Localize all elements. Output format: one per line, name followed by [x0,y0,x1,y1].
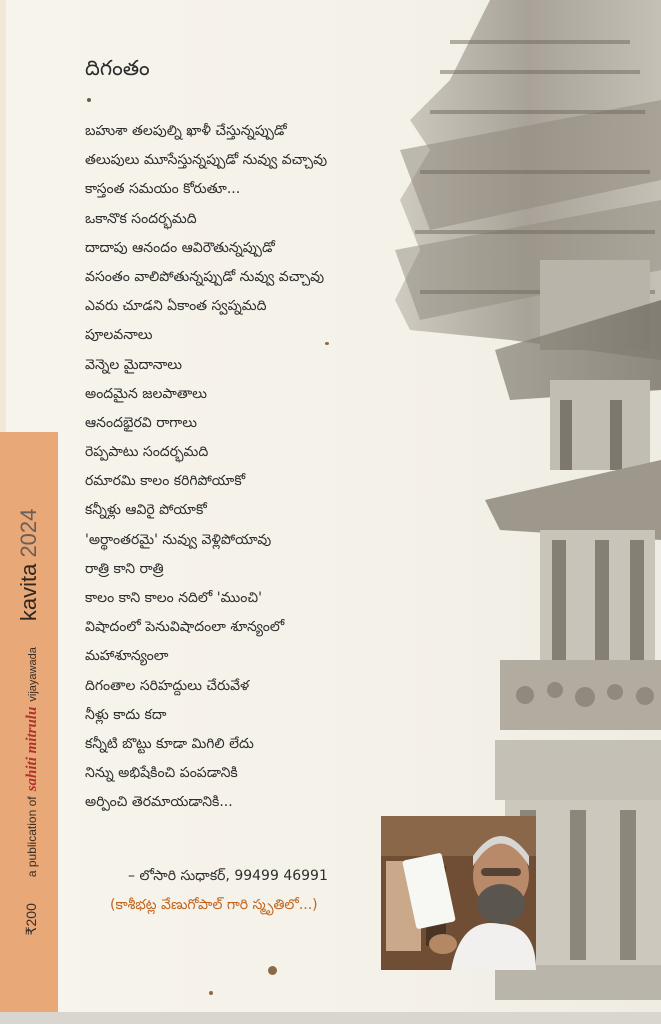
poem-line: వెన్నెల మైదానాలు [85,356,183,373]
poem-line: విషాదంలో పెనువిషాదంలా శూన్యంలో [85,619,285,636]
poem-line: రమారమి కాలం కరిగిపోయాకో [85,473,246,490]
poem-author: – లోసారి సుధాకర్, 99499 46991 [128,868,328,884]
poem-line: నీళ్లు కాదు కదా [85,706,167,723]
price: ₹200 [23,903,39,936]
poem-dedication: (కాశీభట్ల వేణుగోపాల్ గారి స్మృతిలో...) [110,897,318,913]
publisher-name: sahiti mitrulu [24,706,40,792]
poem-body [85,117,505,818]
poem-line: రాత్రి కాని రాత్రి [85,560,164,577]
bottom-edge [0,1012,661,1024]
poem-line: అర్పించి తెరమాయడానికి... [85,794,233,811]
left-edge [0,0,6,432]
poem-line: ఎవరు చూడని ఏకాంత స్వప్నమది [85,298,267,315]
title-dot [87,98,91,102]
poem-title: దిగంతం [85,56,150,80]
magazine-year: 2024 [16,508,41,558]
poem-line: కాలం కాని కాలం నదిలో 'ముంచి' [85,590,262,606]
author-photo [381,816,536,970]
poem-line: కన్నీటి బొట్టు కూడా మిగిలి లేదు [85,735,254,752]
publication-credit [21,647,41,877]
poem-line: కన్నీళ్లు ఆవిరై పోయాకో [85,502,207,519]
poem-line: పూలవనాలు [85,327,153,344]
paper-speck [268,966,277,975]
poem-line: దిగంతాల సరిహద్దులు చేరువేళ [85,677,250,694]
publication-prefix: a publication of [25,796,39,878]
magazine-title [16,509,42,622]
publisher-city: vijayawada [27,647,39,702]
poem-line: ఆనందభైరవి రాగాలు [85,414,197,431]
poem-line: అందమైన జలపాతాలు [85,385,207,402]
magazine-name: kavita [16,563,41,622]
poem-line: రెప్పపాటు సందర్భమది [85,444,209,461]
spine-text [16,509,42,936]
poem-line: మహాశూన్యంలా [85,648,169,665]
poem-line: వసంతం వాలిపోతున్నప్పుడో నువ్వు వచ్చావు [85,268,325,285]
poem-line: ఒకానొక సందర్భమది [85,210,197,227]
poem-line: 'అర్థాంతరమై' నువ్వు వెళ్లిపోయావు [85,531,272,548]
paper-speck [209,991,213,995]
poem-line: తలుపులు మూసేస్తున్నప్పుడో నువ్వు వచ్చావు [85,152,328,169]
poem-line: కాస్తంత సమయం కోరుతూ... [85,181,241,198]
paper-speck [325,342,329,345]
poem-line: బహుశా తలపుల్ని ఖాళీ చేస్తున్నప్పుడో [85,123,287,139]
poem-line: నిన్ను అభిషేకించి పంపడానికి [85,765,238,782]
poem-line: దాదాపు ఆనందం ఆవిరౌతున్నప్పుడో [85,239,275,256]
